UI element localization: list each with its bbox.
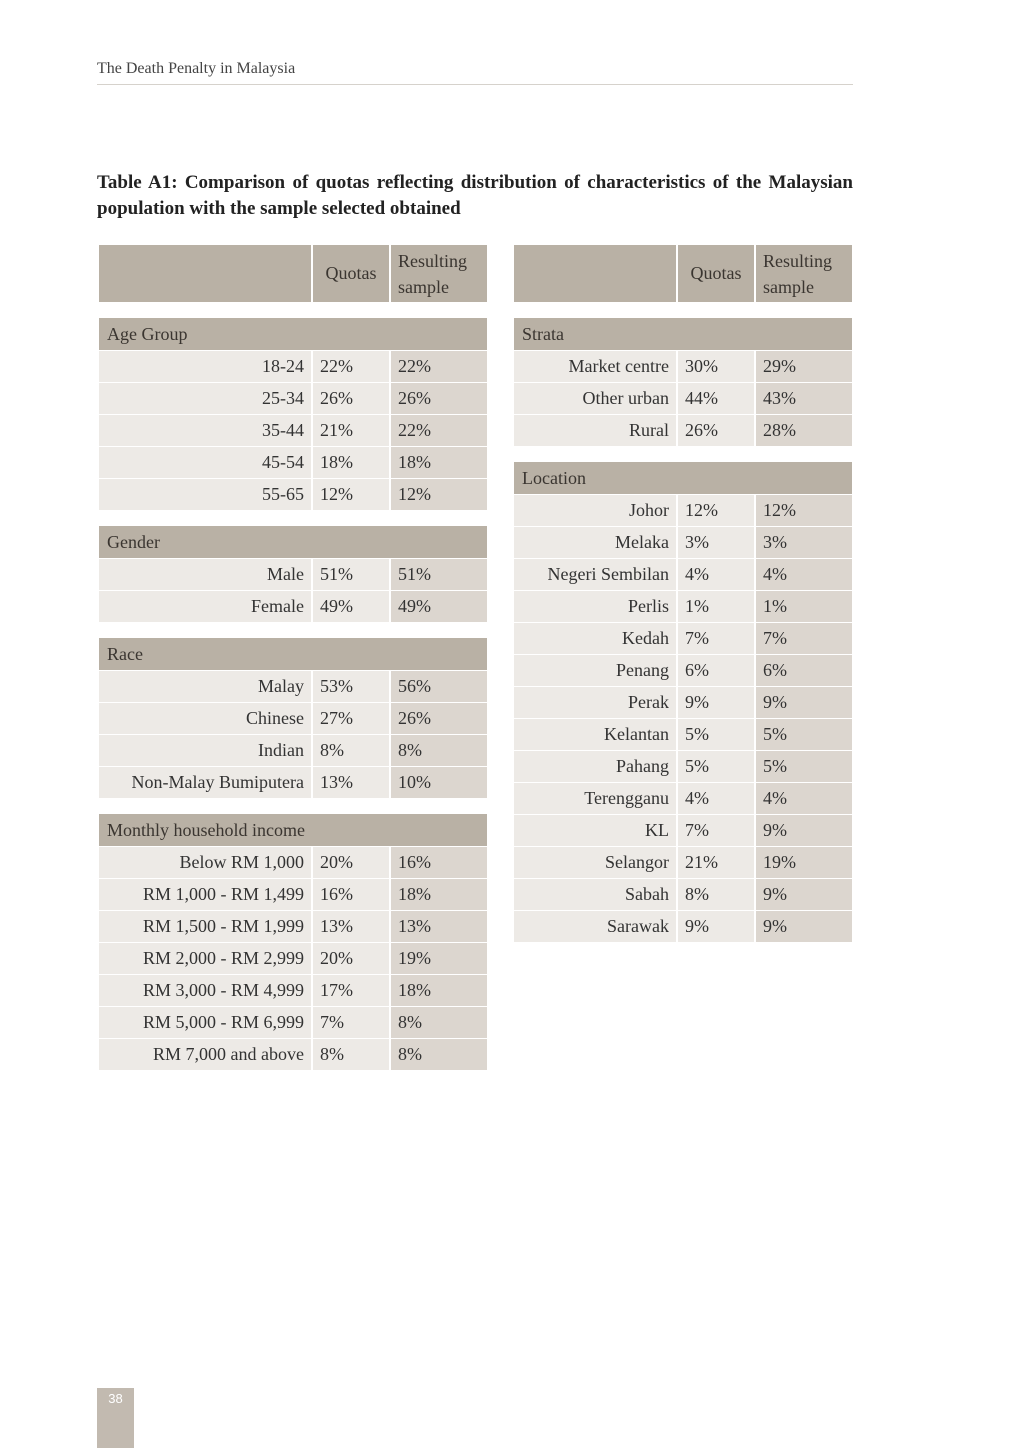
row-label: 25-34 [99,383,313,414]
table-row [514,718,852,750]
quota-cell: 7% [678,815,756,846]
sample-cell: 12% [391,479,487,510]
row-label: Other urban [514,383,678,414]
right-table-body [514,318,852,942]
row-label: RM 2,000 - RM 2,999 [99,943,313,974]
quota-cell: 13% [313,911,391,942]
header-quotas: Quotas [313,245,391,302]
sample-cell: 18% [391,447,487,478]
sample-cell: 8% [391,1007,487,1038]
header-quotas: Quotas [678,245,756,302]
quota-cell: 5% [678,719,756,750]
table-row [514,846,852,878]
table-row [514,910,852,942]
sample-cell: 29% [756,351,852,382]
table-row [514,350,852,382]
row-label: Market centre [514,351,678,382]
header-resulting-line1: Resulting [763,250,833,271]
table-row [99,734,487,766]
quota-cell: 12% [678,495,756,526]
sample-cell: 4% [756,783,852,814]
sample-cell: 7% [756,623,852,654]
table-section [99,318,487,510]
row-label: RM 1,000 - RM 1,499 [99,879,313,910]
quota-cell: 8% [313,1039,391,1070]
quota-cell: 44% [678,383,756,414]
table-row [99,1006,487,1038]
quota-cell: 51% [313,559,391,590]
sample-cell: 22% [391,415,487,446]
row-label: Female [99,591,313,622]
quota-cell: 4% [678,559,756,590]
sample-cell: 26% [391,383,487,414]
quota-cell: 21% [313,415,391,446]
table-row [99,670,487,702]
table-section [99,814,487,1070]
table-header [514,245,852,302]
quota-cell: 16% [313,879,391,910]
table-row [99,414,487,446]
sample-cell: 9% [756,687,852,718]
quota-cell: 49% [313,591,391,622]
row-label: 18-24 [99,351,313,382]
table-row [514,494,852,526]
table-row [99,382,487,414]
sample-cell: 43% [756,383,852,414]
header-resulting-line2: sample [763,276,814,297]
table-row [99,846,487,878]
row-label: Kelantan [514,719,678,750]
quota-cell: 53% [313,671,391,702]
table-row [99,478,487,510]
row-label: RM 3,000 - RM 4,999 [99,975,313,1006]
table-section [514,462,852,942]
table-row [514,590,852,622]
table-header [99,245,487,302]
row-label: Chinese [99,703,313,734]
quota-cell: 8% [313,735,391,766]
row-label: Indian [99,735,313,766]
row-label: Penang [514,655,678,686]
row-label: Rural [514,415,678,446]
quota-cell: 4% [678,783,756,814]
sample-cell: 13% [391,911,487,942]
table-row [99,446,487,478]
section-title: Gender [99,526,487,558]
header-resulting-sample [756,245,852,302]
table-row [99,702,487,734]
sample-cell: 28% [756,415,852,446]
table-caption: Table A1: Comparison of quotas reflecting distribution of characteristics of the Malaysian population with the sample selected obtained [97,172,853,219]
sample-cell: 1% [756,591,852,622]
quota-cell: 9% [678,687,756,718]
sample-cell: 5% [756,751,852,782]
table-row [514,622,852,654]
quota-cell: 8% [678,879,756,910]
row-label: Melaka [514,527,678,558]
row-label: Below RM 1,000 [99,847,313,878]
sample-cell: 51% [391,559,487,590]
quota-cell: 21% [678,847,756,878]
table-row [99,974,487,1006]
table-section [514,318,852,446]
sample-cell: 18% [391,975,487,1006]
table-row [514,686,852,718]
table-row [514,558,852,590]
row-label: Perak [514,687,678,718]
table-row [514,878,852,910]
sample-cell: 8% [391,1039,487,1070]
row-label: Negeri Sembilan [514,559,678,590]
row-label: Kedah [514,623,678,654]
sample-cell: 10% [391,767,487,798]
sample-cell: 12% [756,495,852,526]
left-table [99,245,487,1070]
sample-cell: 16% [391,847,487,878]
table-row [514,814,852,846]
sample-cell: 49% [391,591,487,622]
row-label: Sarawak [514,911,678,942]
quota-cell: 20% [313,847,391,878]
page-number: 38 [97,1388,134,1448]
quota-cell: 20% [313,943,391,974]
table-row [99,1038,487,1070]
row-label: Male [99,559,313,590]
left-table-body [99,318,487,1070]
table-row [99,766,487,798]
section-title: Age Group [99,318,487,350]
quota-cell: 9% [678,911,756,942]
quota-cell: 27% [313,703,391,734]
table-row [99,910,487,942]
quota-cell: 6% [678,655,756,686]
row-label: Pahang [514,751,678,782]
table-row [99,942,487,974]
quota-cell: 22% [313,351,391,382]
quota-cell: 5% [678,751,756,782]
sample-cell: 8% [391,735,487,766]
row-label: 55-65 [99,479,313,510]
table-row [514,526,852,558]
row-label: RM 1,500 - RM 1,999 [99,911,313,942]
row-label: Terengganu [514,783,678,814]
section-title: Strata [514,318,852,350]
right-table [514,245,852,942]
sample-cell: 9% [756,815,852,846]
row-label: Non-Malay Bumiputera [99,767,313,798]
sample-cell: 26% [391,703,487,734]
header-resulting-line1: Resulting [398,250,468,271]
table-row [99,558,487,590]
section-title: Location [514,462,852,494]
sample-cell: 9% [756,911,852,942]
row-label: Selangor [514,847,678,878]
header-blank-cell [514,245,678,302]
table-section [99,526,487,622]
quota-cell: 12% [313,479,391,510]
quota-cell: 13% [313,767,391,798]
quota-cell: 17% [313,975,391,1006]
quota-cell: 30% [678,351,756,382]
quota-cell: 3% [678,527,756,558]
quota-cell: 1% [678,591,756,622]
header-resulting-sample [391,245,487,302]
table-row [514,414,852,446]
table-row [514,382,852,414]
row-label: KL [514,815,678,846]
row-label: 45-54 [99,447,313,478]
table-row [514,750,852,782]
table-row [99,590,487,622]
sample-cell: 18% [391,879,487,910]
sample-cell: 19% [391,943,487,974]
sample-cell: 4% [756,559,852,590]
sample-cell: 9% [756,879,852,910]
sample-cell: 6% [756,655,852,686]
running-header: The Death Penalty in Malaysia [97,60,853,85]
table-section [99,638,487,798]
quota-cell: 26% [313,383,391,414]
sample-cell: 19% [756,847,852,878]
row-label: Perlis [514,591,678,622]
quota-cell: 7% [313,1007,391,1038]
row-label: RM 7,000 and above [99,1039,313,1070]
section-title: Race [99,638,487,670]
row-label: RM 5,000 - RM 6,999 [99,1007,313,1038]
header-blank-cell [99,245,313,302]
sample-cell: 3% [756,527,852,558]
sample-cell: 56% [391,671,487,702]
table-row [514,782,852,814]
quota-cell: 18% [313,447,391,478]
section-title: Monthly household income [99,814,487,846]
quota-cell: 7% [678,623,756,654]
table-row [99,878,487,910]
row-label: Johor [514,495,678,526]
quota-cell: 26% [678,415,756,446]
table-row [99,350,487,382]
sample-cell: 22% [391,351,487,382]
header-resulting-line2: sample [398,276,449,297]
sample-cell: 5% [756,719,852,750]
row-label: Sabah [514,879,678,910]
row-label: Malay [99,671,313,702]
table-row [514,654,852,686]
row-label: 35-44 [99,415,313,446]
